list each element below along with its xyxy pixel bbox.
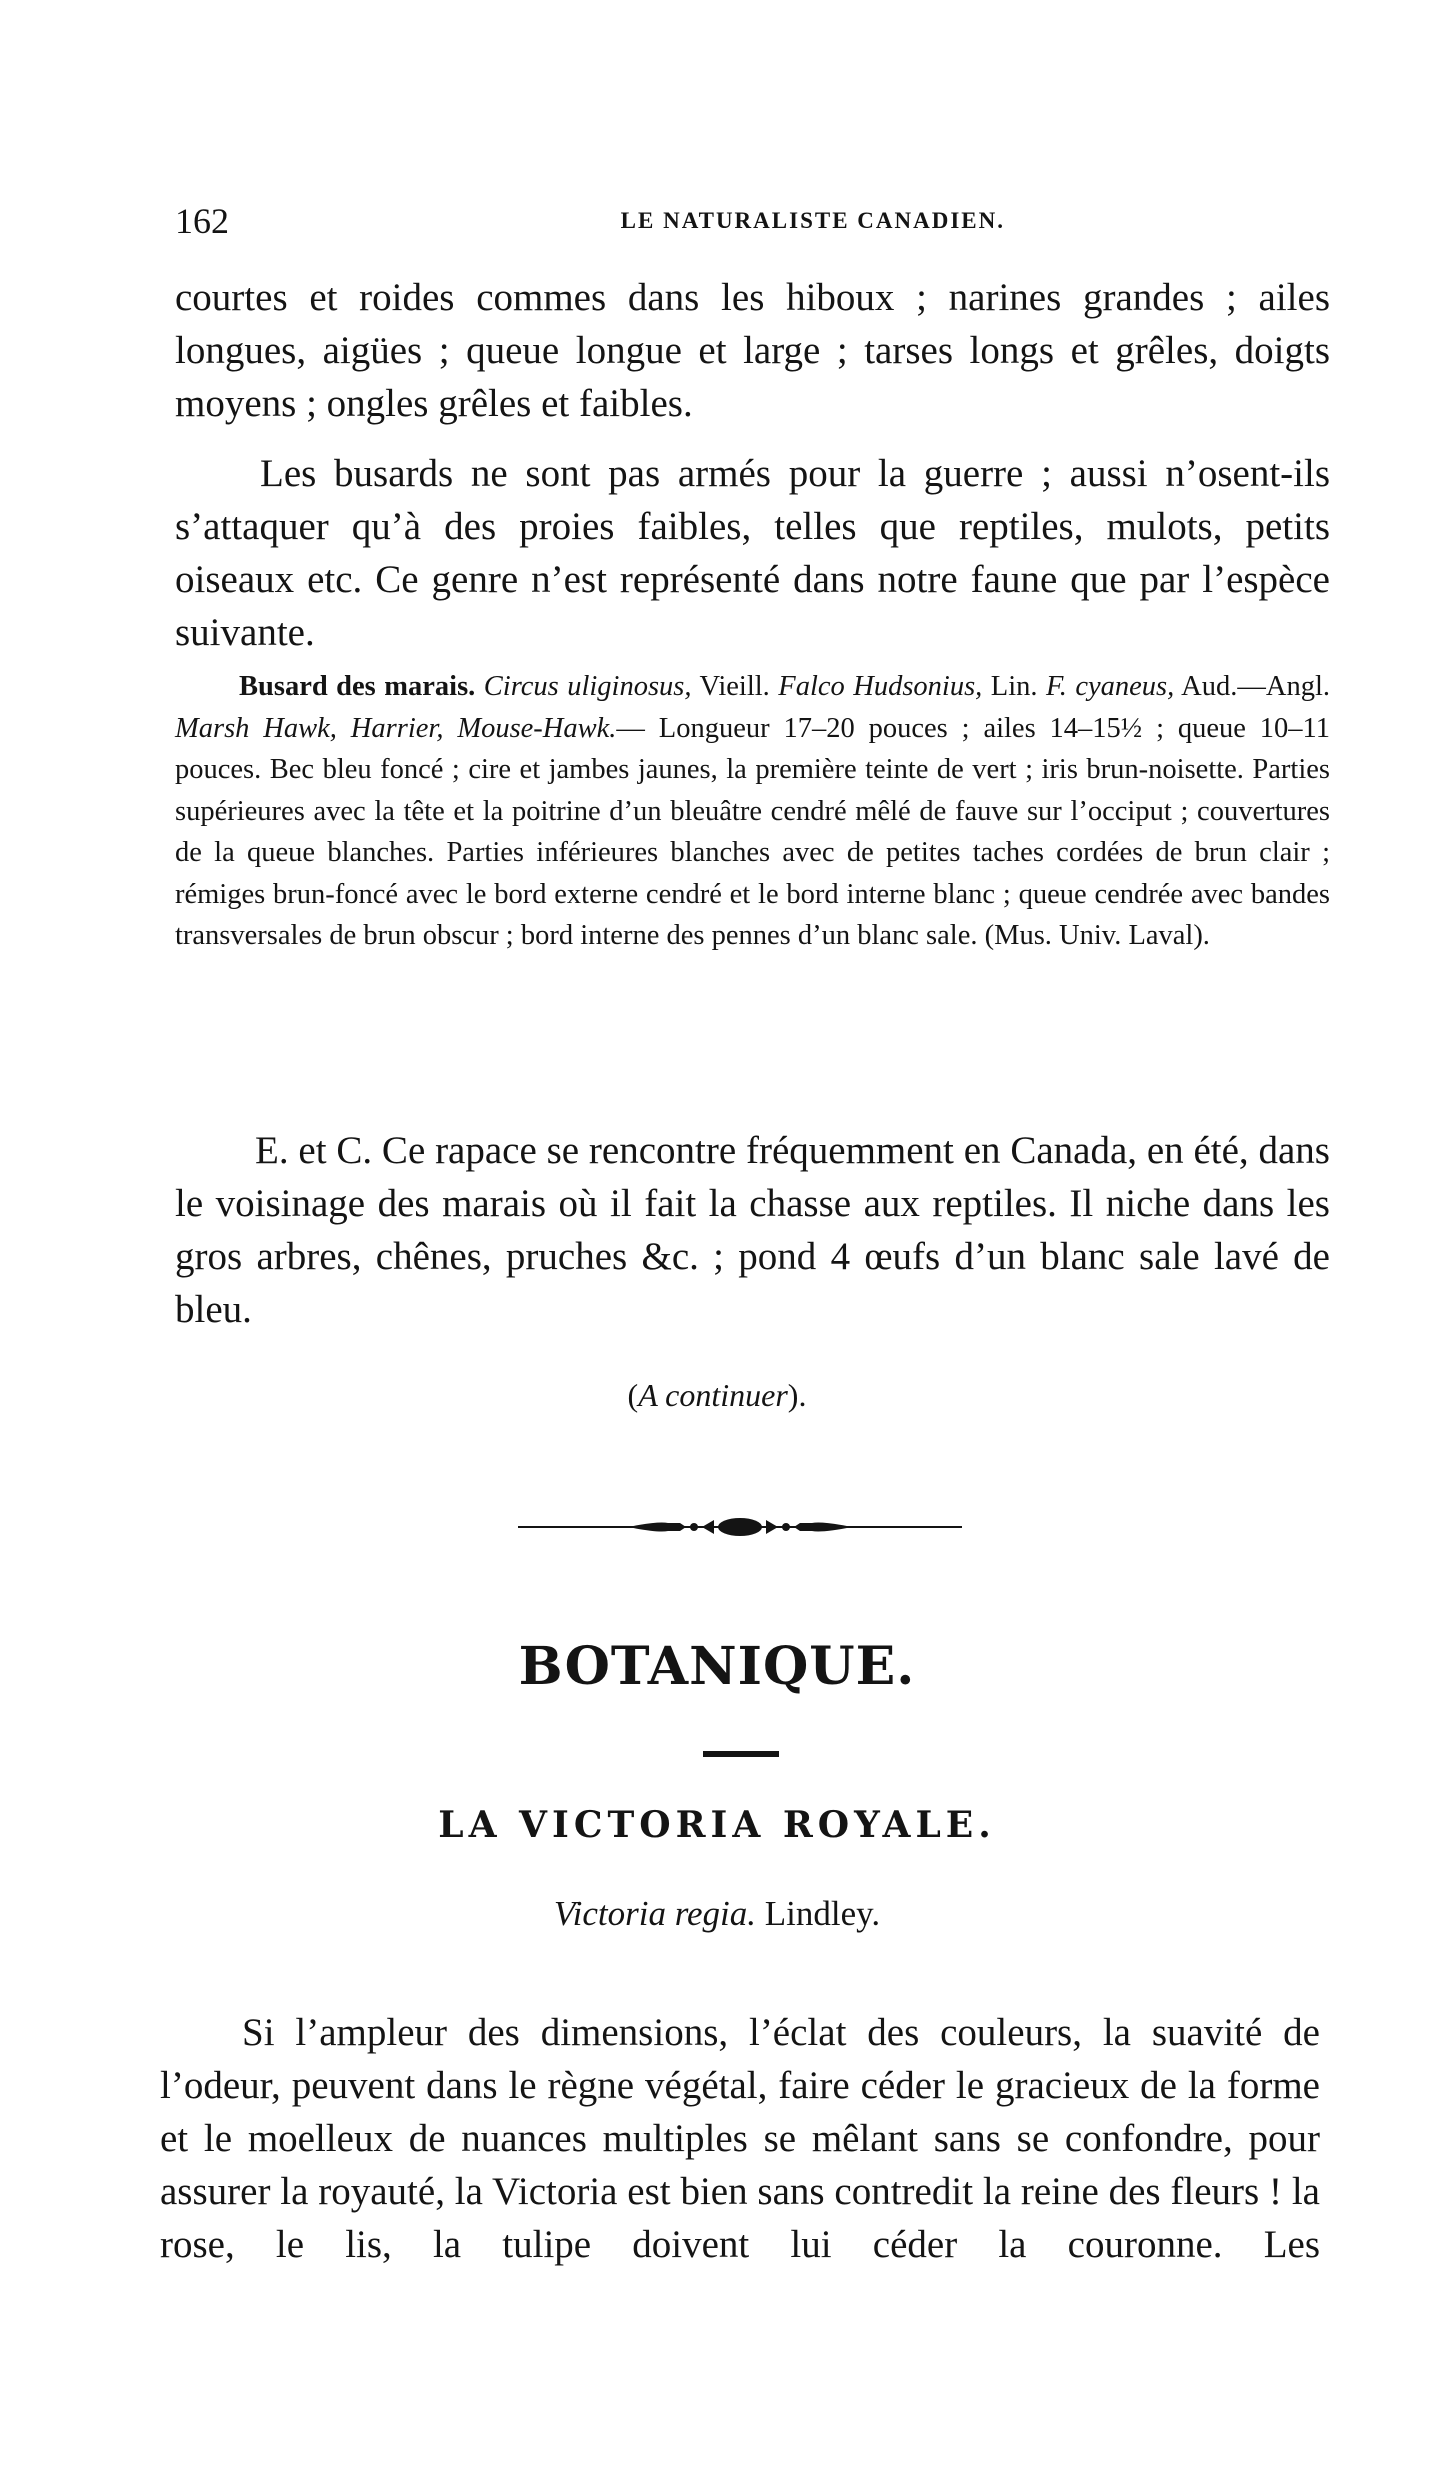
species-synonym-2-author: Aud.—Angl.: [1174, 671, 1330, 702]
species-author: Vieill.: [691, 671, 779, 702]
journal-title: LE NATURALISTE CANADIEN.: [620, 208, 1005, 233]
section-heading: BOTANIQUE.: [518, 1636, 916, 1697]
species-english-names: Marsh Hawk, Harrier, Mouse-Hawk.: [175, 712, 617, 744]
species-entry: [175, 666, 1330, 957]
continue-note: (A continuer).: [627, 1377, 807, 1413]
paragraph-busards: Les busards ne sont pas armés pour la guerre ; aussi n’osent-ils s’attaquer qu’à des proies faibles, telles que reptiles, mulots, petits oiseaux etc. Ce genre n’est représenté dans notre faune que par l’espèce suivante.: [175, 452, 1330, 654]
species-synonym-1: Falco Hudsonius,: [778, 671, 983, 702]
running-head: [175, 198, 1005, 244]
article-subtitle: [0, 1890, 1434, 1938]
paragraph-distribution: E. et C. Ce rapace se rencontre fréquemment en Canada, en été, dans le voisinage des marais où il fait la chasse aux reptiles. Il niche dans les gros arbres, chênes, pruches &c. ; pond 4 œufs d’un blanc sale lavé de bleu.: [175, 1129, 1330, 1331]
paragraph-continued: courtes et roides commes dans les hiboux ; narines grandes ; ailes longues, aigües ; queue longue et large ; tarses longs et grêles, doigts moyens ; ongles grêles et faibles.: [175, 276, 1330, 425]
heading-rule: [703, 1751, 779, 1757]
ornamental-divider: [518, 1510, 962, 1544]
subtitle-author: Lindley.: [756, 1894, 881, 1933]
article-title: LA VICTORIA ROYALE.: [438, 1804, 996, 1846]
page-number: 162: [175, 201, 229, 241]
paragraph-victoria: Si l’ampleur des dimensions, l’éclat des couleurs, la suavité de l’odeur, peuvent dans le règne végétal, faire céder le gracieux de la forme et le moelleux de nuances multiples se mêlant sans se confondre, pour assurer la royauté, la Victoria est bien sans contredit la reine des fleurs ! la rose, le lis, la tulipe doivent lui céder la couronne. Les: [160, 2011, 1320, 2266]
species-synonym-2: F. cyaneus,: [1045, 671, 1175, 702]
species-common-name: Busard des marais.: [239, 671, 476, 702]
species-synonym-1-author: Lin.: [982, 671, 1046, 702]
species-description: — Longueur 17–20 pouces ; ailes 14–15½ ; queue 10–11 pouces. Bec bleu foncé ; cire et jambes jaunes, la première teinte de vert ; iris brun-noisette. Parties supérieures avec la tête et la poitrine d’un bleuâtre cendré mêlé de fauve sur l’occiput ; couvertures de la queue blanches. Parties inférieures blanches avec de petites taches cordées de brun clair ; rémiges brun-foncé avec le bord externe cendré et le bord interne blanc ; queue cendrée avec bandes transversales de brun obscur ; bord interne des pennes d’un blanc sale. (Mus. Univ. Laval).: [175, 712, 1330, 951]
species-scientific-name: Circus uliginosus,: [483, 671, 692, 702]
subtitle-species: Victoria regia.: [553, 1894, 757, 1933]
